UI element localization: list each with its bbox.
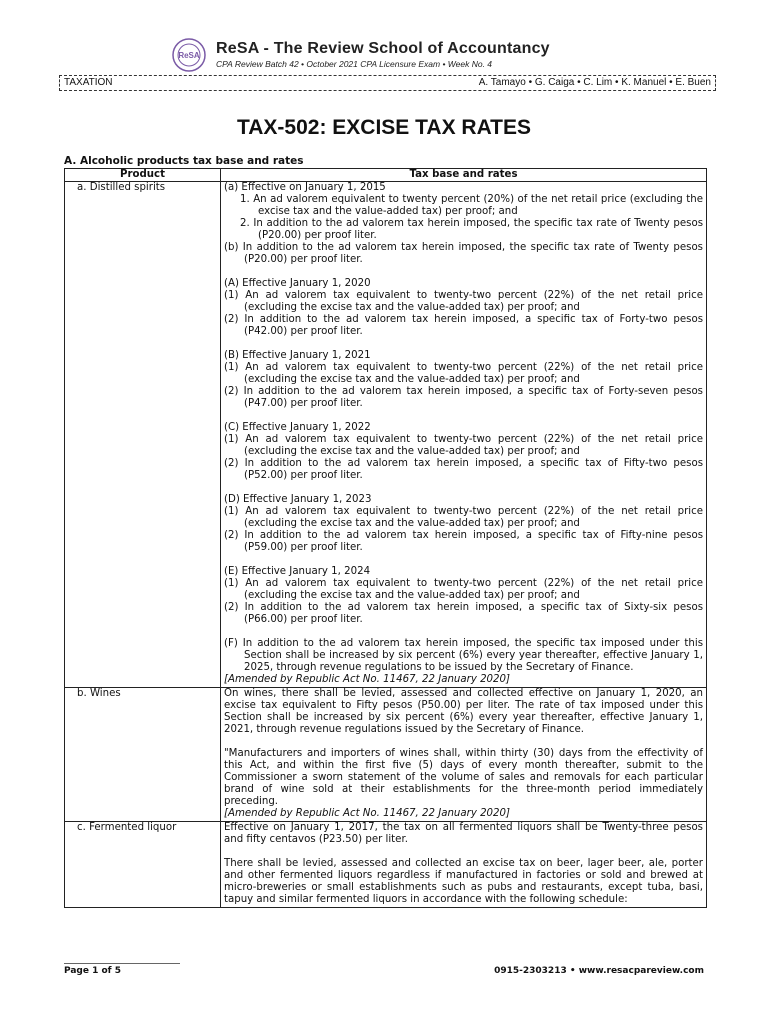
rate-line: (b) In addition to the ad valorem tax herein imposed, the specific tax rate of Twenty pesos (P20.00) per proof liter.	[224, 242, 703, 265]
rates-cell	[221, 688, 707, 822]
rate-line: (1) An ad valorem tax equivalent to twenty-two percent (22%) of the net retail price (excluding the excise tax and the value-added tax) per proof; and	[224, 434, 703, 457]
footer-divider	[64, 963, 180, 964]
batch-line: CPA Review Batch 42 • October 2021 CPA Licensure Exam • Week No. 4	[216, 59, 493, 69]
rate-line: 1. An ad valorem equivalent to twenty percent (20%) of the net retail price (excluding the excise tax and the value-added tax) per proof; and	[240, 194, 703, 217]
rate-line: (a) Effective on January 1, 2015	[224, 182, 386, 193]
section-heading-a: A. Alcoholic products tax base and rates	[64, 155, 304, 167]
school-name: ReSA - The Review School of Accountancy	[216, 40, 550, 57]
product-cell: c. Fermented liquor	[65, 822, 221, 908]
rate-line: (1) An ad valorem tax equivalent to twenty-two percent (22%) of the net retail price (excluding the excise tax and the value-added tax) per proof; and	[224, 290, 703, 313]
rates-cell	[221, 822, 707, 908]
rate-heading: (E) Effective January 1, 2024	[224, 566, 371, 577]
table-header-row	[65, 169, 707, 182]
column-header-rates: Tax base and rates	[221, 169, 707, 182]
authors-label: A. Tamayo • G. Caiga • C. Lim • K. Manuel • E. Buen	[478, 77, 711, 88]
table-row-wines	[65, 688, 707, 822]
footer-contact: 0915-2303213 • www.resacpareview.com	[494, 966, 704, 976]
rate-paragraph: On wines, there shall be levied, assessed and collected effective on January 1, 2020, an excise tax equivalent to Fifty pesos (P50.00) per liter. The rate of tax imposed under this Section shall be increased by six percent (6%) every year thereafter, effective January 1, 2021, through revenue regulations issued by the Secretary of Finance.	[224, 688, 703, 735]
rate-heading: (C) Effective January 1, 2022	[224, 422, 371, 433]
rate-line: 2. In addition to the ad valorem tax herein imposed, the specific tax rate of Twenty pesos (P20.00) per proof liter.	[240, 218, 703, 241]
amendment-note: [Amended by Republic Act No. 11467, 22 January 2020]	[224, 808, 510, 819]
rate-line: (2) In addition to the ad valorem tax herein imposed, a specific tax of Sixty-six pesos (P66.00) per proof liter.	[224, 602, 703, 625]
rate-line: (2) In addition to the ad valorem tax herein imposed, a specific tax of Forty-seven pesos (P47.00) per proof liter.	[224, 386, 703, 409]
amendment-note: [Amended by Republic Act No. 11467, 22 January 2020]	[224, 674, 510, 685]
product-cell: a. Distilled spirits	[65, 182, 221, 688]
page-number: Page 1 of 5	[64, 966, 121, 976]
rate-heading: (B) Effective January 1, 2021	[224, 350, 371, 361]
rate-line: (F) In addition to the ad valorem tax herein imposed, the specific tax imposed under this Section shall be increased by six percent (6%) every year thereafter, effective January 1, 2025, through revenue regulations to be issued by the Secretary of Finance.	[224, 638, 703, 673]
product-cell: b. Wines	[65, 688, 221, 822]
rate-heading: (D) Effective January 1, 2023	[224, 494, 372, 505]
document-title: TAX-502: EXCISE TAX RATES	[236, 116, 532, 139]
rate-heading: (A) Effective January 1, 2020	[224, 278, 371, 289]
rates-cell	[221, 182, 707, 688]
table-row-distilled-spirits	[65, 182, 707, 688]
logo-text: ReSA	[178, 51, 200, 60]
excise-rates-table	[64, 168, 707, 908]
subject-label: TAXATION	[64, 77, 113, 88]
rate-line: (1) An ad valorem tax equivalent to twenty-two percent (22%) of the net retail price (excluding the excise tax and the value-added tax) per proof; and	[224, 578, 703, 601]
column-header-product: Product	[65, 169, 221, 182]
resa-logo-icon	[172, 38, 206, 72]
rate-line: (1) An ad valorem tax equivalent to twenty-two percent (22%) of the net retail price (excluding the excise tax and the value-added tax) per proof; and	[224, 362, 703, 385]
rate-paragraph: "Manufacturers and importers of wines shall, within thirty (30) days from the effectivity of this Act, and within the first five (5) days of every month thereafter, submit to the Commissioner a sworn statement of the volume of sales and removals for each particular brand of wine sold at their establishments for the three-month period immediately preceding.	[224, 748, 703, 807]
rate-paragraph: There shall be levied, assessed and collected an excise tax on beer, lager beer, ale, porter and other fermented liquors regardless if manufactured in factories or sold and brewed at micro-breweries or small establishments such as pubs and restaurants, except tuba, basi, tapuy and similar fermented liquors in accordance with the following schedule:	[224, 858, 703, 905]
subject-bar	[59, 75, 716, 91]
rate-line: (2) In addition to the ad valorem tax herein imposed, a specific tax of Forty-two pesos (P42.00) per proof liter.	[224, 314, 703, 337]
table-row-fermented-liquor	[65, 822, 707, 908]
rate-line: (2) In addition to the ad valorem tax herein imposed, a specific tax of Fifty-two pesos (P52.00) per proof liter.	[224, 458, 703, 481]
rate-line: (2) In addition to the ad valorem tax herein imposed, a specific tax of Fifty-nine pesos (P59.00) per proof liter.	[224, 530, 703, 553]
rate-paragraph: Effective on January 1, 2017, the tax on all fermented liquors shall be Twenty-three pesos and fifty centavos (P23.50) per liter.	[224, 822, 703, 845]
rate-line: (1) An ad valorem tax equivalent to twenty-two percent (22%) of the net retail price (excluding the excise tax and the value-added tax) per proof; and	[224, 506, 703, 529]
